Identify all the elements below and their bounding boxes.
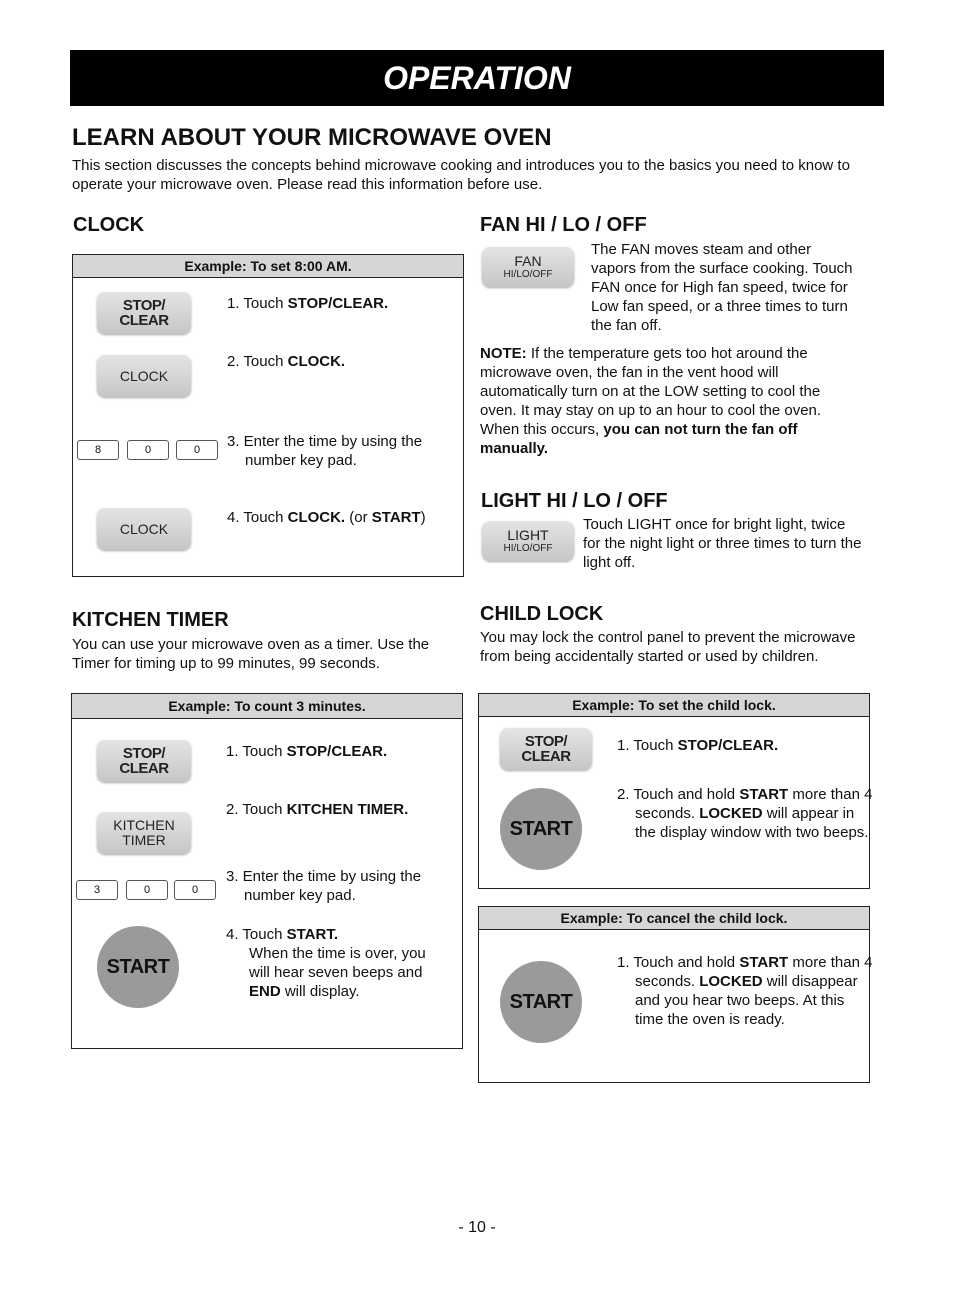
timer-step-2: 2. Touch KITCHEN TIMER. bbox=[226, 801, 409, 818]
child-lock-cancel-header: Example: To cancel the child lock. bbox=[479, 907, 869, 930]
stop-clear-key-line2: CLEAR bbox=[119, 760, 169, 777]
clock-step-2: 2. Touch CLOCK. bbox=[227, 353, 346, 370]
clock-key[interactable]: CLOCK bbox=[97, 355, 191, 397]
timer-step-3: 3. Enter the time by using the number key pad. bbox=[226, 868, 422, 904]
fan-text: The FAN moves steam and other vapors from the surface cooking. Touch FAN once for High fan speed, twice for Low fan speed, or a three times to turn the fan off. bbox=[591, 241, 853, 334]
kitchen-timer-heading: KITCHEN TIMER bbox=[72, 609, 229, 631]
child-lock-heading: CHILD LOCK bbox=[480, 603, 604, 625]
section-banner bbox=[70, 50, 884, 106]
timer-step-4: 4. Touch START. When the time is over, you will hear seven beeps and END will display. bbox=[226, 926, 426, 1000]
clock-example-header: Example: To set 8:00 AM. bbox=[73, 255, 463, 278]
stop-clear-key-line2: CLEAR bbox=[521, 748, 571, 765]
light-key[interactable] bbox=[482, 521, 574, 561]
intro-text: This section discusses the concepts behind microwave cooking and introduces you to the basics you need to know to operate your microwave oven. Please read this information before use. bbox=[72, 157, 850, 193]
stop-clear-key-line2: CLEAR bbox=[119, 312, 169, 329]
light-key-line1: LIGHT bbox=[507, 526, 549, 543]
page-title: LEARN ABOUT YOUR MICROWAVE OVEN bbox=[72, 124, 552, 151]
start-button[interactable]: START bbox=[97, 926, 179, 1008]
child-lock-set-header: Example: To set the child lock. bbox=[479, 694, 869, 717]
clock-heading: CLOCK bbox=[73, 214, 145, 236]
child-lock-cancel-box bbox=[478, 906, 873, 1083]
kitchen-timer-key-line1: KITCHEN bbox=[113, 817, 175, 833]
fan-heading: FAN HI / LO / OFF bbox=[480, 214, 647, 236]
digit-key-0[interactable]: 0 bbox=[176, 440, 218, 460]
child-set-step-2: 2. Touch and hold START more than 4 seconds. LOCKED will appear in the display window with two beeps. bbox=[617, 786, 873, 841]
start-button[interactable]: START bbox=[500, 788, 582, 870]
child-cancel-step-1: 1. Touch and hold START more than 4 seconds. LOCKED will disappear and you hear two beeps. At this time the oven is ready. bbox=[617, 954, 873, 1028]
light-key-line2: HI/LO/OFF bbox=[503, 542, 553, 554]
fan-note: NOTE: If the temperature gets too hot around the microwave oven, the fan in the vent hood will automatically turn on at the LOW setting to cool the oven. It may stay on up to an hour to cool the oven. When this occurs, you can not turn the fan off manually. bbox=[480, 345, 822, 457]
stop-clear-key[interactable] bbox=[97, 740, 191, 782]
start-button[interactable]: START bbox=[500, 961, 582, 1043]
kitchen-timer-text: You can use your microwave oven as a timer. Use the Timer for timing up to 99 minutes, 99 seconds. bbox=[72, 636, 430, 672]
banner-title: OPERATION bbox=[383, 60, 571, 96]
stop-clear-key-line1: STOP/ bbox=[122, 297, 166, 314]
light-heading: LIGHT HI / LO / OFF bbox=[481, 490, 668, 512]
digit-key-0[interactable]: 0 bbox=[174, 880, 216, 900]
child-lock-text: You may lock the control panel to prevent the microwave from being accidentally started or used by children. bbox=[480, 629, 856, 665]
digit-key-8[interactable]: 8 bbox=[77, 440, 119, 460]
kitchen-timer-key[interactable] bbox=[97, 812, 191, 854]
stop-clear-key[interactable] bbox=[97, 292, 191, 334]
child-lock-set-box bbox=[478, 693, 873, 889]
clock-key[interactable]: CLOCK bbox=[97, 508, 191, 550]
clock-example-box bbox=[72, 254, 464, 577]
fan-key[interactable] bbox=[482, 247, 574, 287]
clock-step-1: 1. Touch STOP/CLEAR. bbox=[227, 295, 389, 312]
timer-step-1: 1. Touch STOP/CLEAR. bbox=[226, 743, 388, 760]
timer-example-box bbox=[71, 693, 463, 1049]
kitchen-timer-key-line2: TIMER bbox=[122, 832, 166, 848]
clock-step-4: 4. Touch CLOCK. (or START) bbox=[227, 509, 426, 526]
light-text: Touch LIGHT once for bright light, twice for the night light or three times to turn the light off. bbox=[583, 516, 862, 571]
stop-clear-key[interactable] bbox=[500, 728, 592, 770]
digit-key-3[interactable]: 3 bbox=[76, 880, 118, 900]
stop-clear-key-line1: STOP/ bbox=[122, 745, 166, 762]
digit-key-0[interactable]: 0 bbox=[126, 880, 168, 900]
page-number: - 10 - bbox=[458, 1219, 496, 1236]
fan-key-line2: HI/LO/OFF bbox=[503, 268, 553, 280]
stop-clear-key-line1: STOP/ bbox=[524, 733, 568, 750]
fan-key-line1: FAN bbox=[514, 252, 542, 269]
clock-step-3: 3. Enter the time by using the number key pad. bbox=[227, 433, 423, 469]
timer-example-header: Example: To count 3 minutes. bbox=[72, 694, 462, 719]
digit-key-0[interactable]: 0 bbox=[127, 440, 169, 460]
child-set-step-1: 1. Touch STOP/CLEAR. bbox=[617, 737, 779, 754]
